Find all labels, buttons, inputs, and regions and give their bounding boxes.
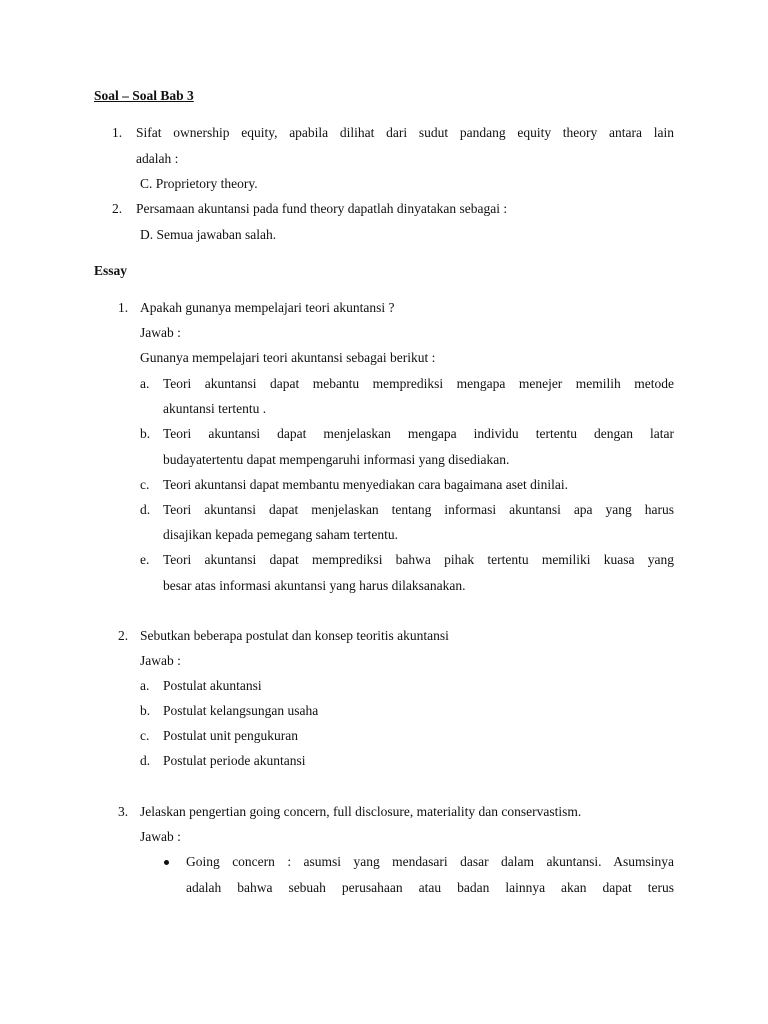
list-item-line: Teori akuntansi dapat menjelaskan tentang informasi akuntansi apa yang harus: [163, 502, 674, 517]
list-item-line: Teori akuntansi dapat mebantu memprediksi mengapa menejer memilih metode: [163, 376, 674, 391]
essay-number: 3.: [118, 804, 129, 819]
bullet-icon: [164, 860, 169, 865]
list-marker: c.: [140, 477, 150, 492]
list-item-line: budayatertentu dapat mempengaruhi informasi yang disediakan.: [163, 452, 510, 467]
bullet-item-line: adalah bahwa sebuah perusahaan atau badan lainnya akan dapat terus: [186, 880, 674, 895]
mc-question-line: Persamaan akuntansi pada fund theory dapatlah dinyatakan sebagai :: [136, 201, 508, 216]
list-marker: a.: [140, 376, 150, 391]
list-marker: e.: [140, 552, 150, 567]
essay-heading: Essay: [94, 263, 128, 278]
mc-answer: C. Proprietory theory.: [140, 176, 258, 191]
bullet-item-line: Going concern : asumsi yang mendasari dasar dalam akuntansi. Asumsinya: [186, 854, 674, 869]
mc-question-line: Sifat ownership equity, apabila dilihat dari sudut pandang equity theory antara lain: [136, 125, 674, 140]
jawab-label: Jawab :: [140, 829, 181, 844]
page-title: Soal – Soal Bab 3: [94, 88, 194, 103]
mc-number: 1.: [112, 125, 123, 140]
list-item-line: Postulat kelangsungan usaha: [163, 703, 319, 718]
jawab-label: Jawab :: [140, 653, 181, 668]
list-item-line: Postulat periode akuntansi: [163, 753, 306, 768]
list-item-line: Teori akuntansi dapat menjelaskan mengapa individu tertentu dengan latar: [163, 426, 674, 441]
list-marker: b.: [140, 703, 151, 718]
list-item-line: Teori akuntansi dapat membantu menyediakan cara bagaimana aset dinilai.: [163, 477, 569, 492]
list-marker: d.: [140, 753, 151, 768]
list-item-line: Postulat unit pengukuran: [163, 728, 298, 743]
list-item-line: Teori akuntansi dapat memprediksi bahwa pihak tertentu memiliki kuasa yang: [163, 552, 674, 567]
list-marker: b.: [140, 426, 151, 441]
list-item-line: akuntansi tertentu .: [163, 401, 267, 416]
list-item-line: Postulat akuntansi: [163, 678, 262, 693]
essay-question-text: Jelaskan pengertian going concern, full disclosure, materiality dan conservastism.: [140, 804, 582, 819]
answer-intro: Gunanya mempelajari teori akuntansi sebagai berikut :: [140, 350, 436, 365]
essay-number: 1.: [118, 300, 129, 315]
mc-number: 2.: [112, 201, 123, 216]
list-marker: a.: [140, 678, 150, 693]
essay-question-text: Sebutkan beberapa postulat dan konsep teoritis akuntansi: [140, 628, 449, 643]
list-item-line: disajikan kepada pemegang saham tertentu.: [163, 527, 399, 542]
jawab-label: Jawab :: [140, 325, 181, 340]
mc-question-line: adalah :: [136, 151, 179, 166]
essay-question-text: Apakah gunanya mempelajari teori akuntansi ?: [140, 300, 395, 315]
essay-number: 2.: [118, 628, 129, 643]
list-item-line: besar atas informasi akuntansi yang harus dilaksanakan.: [163, 578, 466, 593]
list-marker: c.: [140, 728, 150, 743]
mc-answer: D. Semua jawaban salah.: [140, 227, 277, 242]
list-marker: d.: [140, 502, 151, 517]
